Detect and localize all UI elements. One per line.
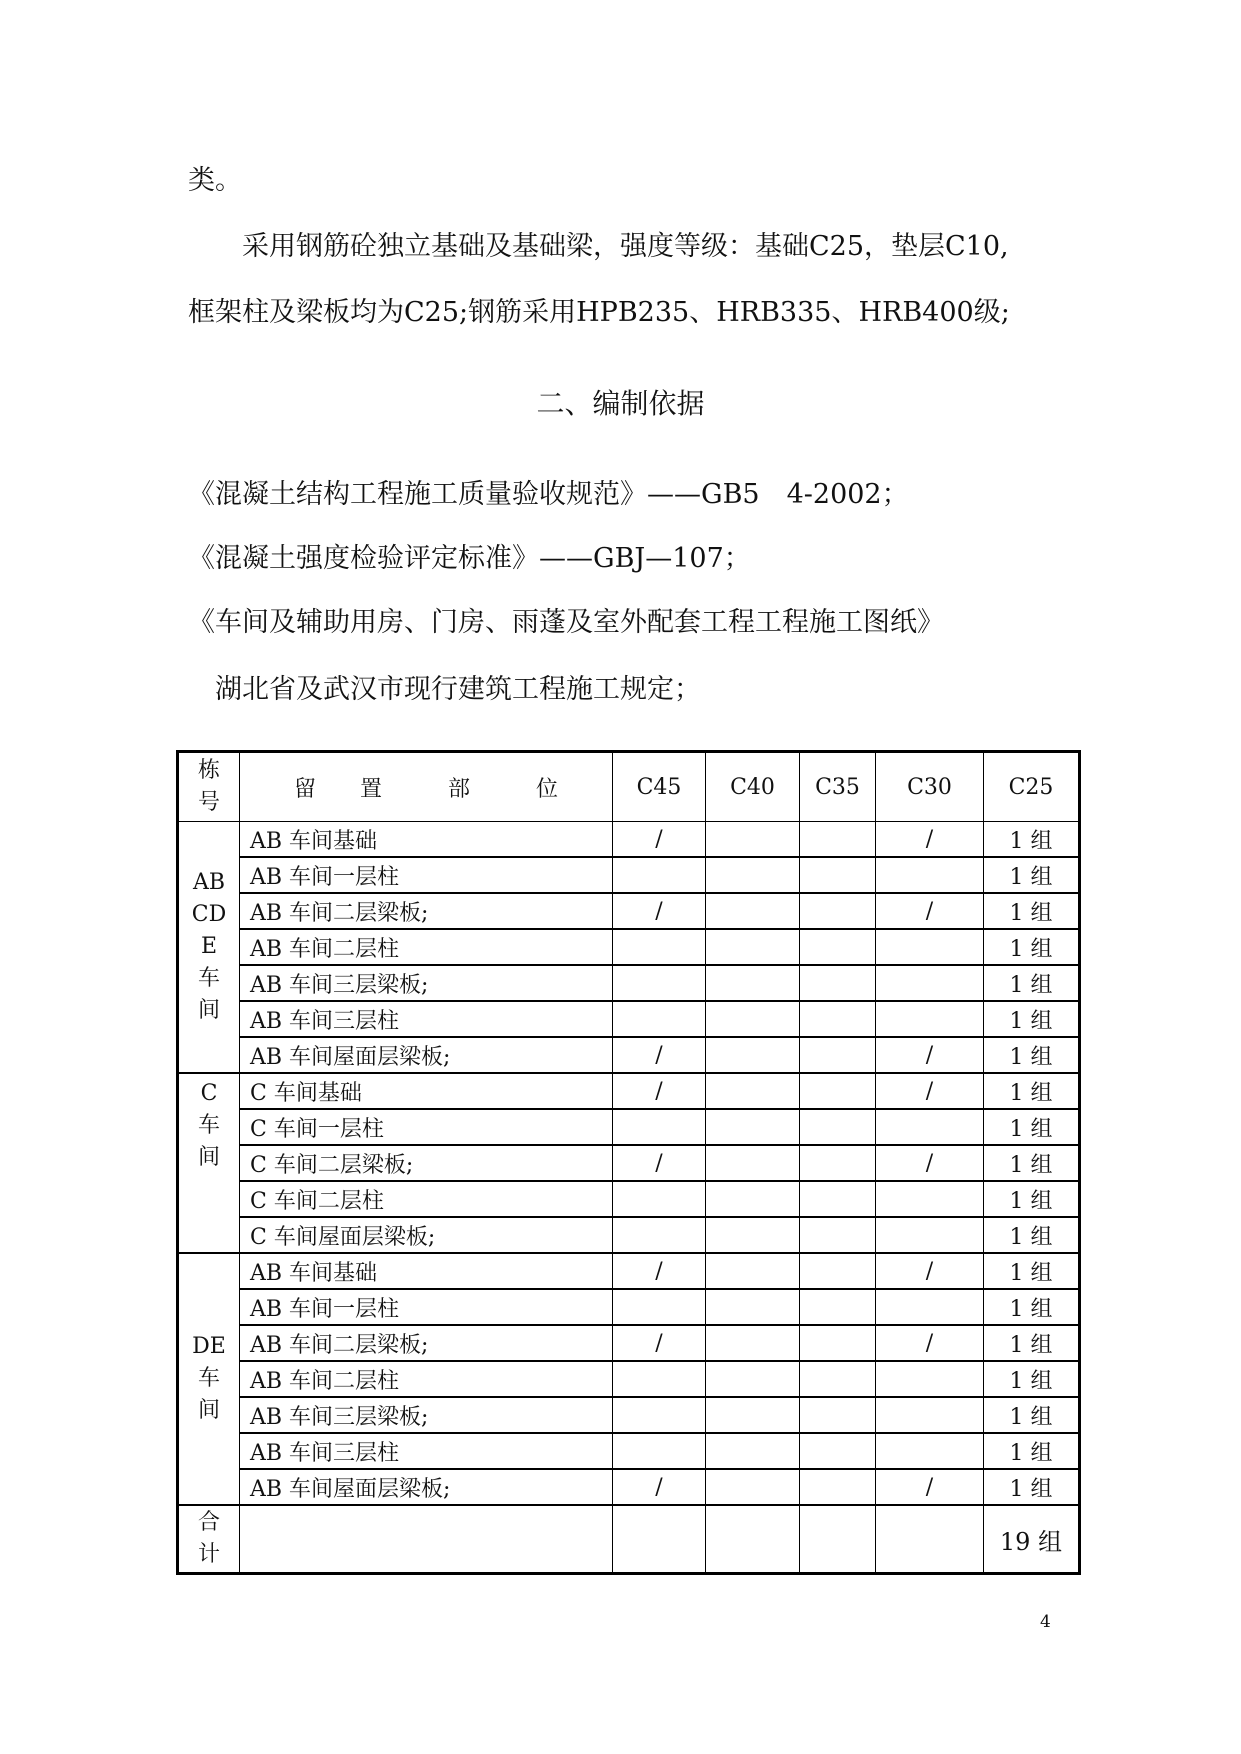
- c45-cell: /: [613, 893, 706, 929]
- header-location: 留 置 部 位: [240, 752, 613, 822]
- header-c25: C25: [984, 752, 1080, 822]
- table-row: [178, 929, 1080, 965]
- c35-cell: [800, 822, 876, 858]
- c30-cell: /: [876, 1469, 984, 1505]
- table-row: [178, 1325, 1080, 1361]
- c45-cell: [613, 965, 706, 1001]
- c45-cell: /: [613, 1325, 706, 1361]
- c35-cell: [800, 1145, 876, 1181]
- table-row: [178, 965, 1080, 1001]
- c25-cell: 1 组: [984, 1469, 1080, 1505]
- total-c25-cell: 19 组: [984, 1505, 1080, 1574]
- table-row: [178, 1289, 1080, 1325]
- c25-cell: 1 组: [984, 965, 1080, 1001]
- c30-cell: [876, 857, 984, 893]
- c25-cell: 1 组: [984, 1073, 1080, 1109]
- header-c40: C40: [706, 752, 800, 822]
- location-cell: AB 车间三层柱: [240, 1001, 613, 1037]
- location-cell: C 车间一层柱: [240, 1109, 613, 1145]
- c30-cell: /: [876, 822, 984, 858]
- c30-cell: [876, 1217, 984, 1253]
- location-cell: AB 车间基础: [240, 1253, 613, 1289]
- c45-cell: [613, 1289, 706, 1325]
- c25-cell: 1 组: [984, 1325, 1080, 1361]
- table-row: [178, 1361, 1080, 1397]
- c35-cell: [800, 1217, 876, 1253]
- c40-cell: [706, 1217, 800, 1253]
- c30-cell: /: [876, 1073, 984, 1109]
- c30-cell: /: [876, 1037, 984, 1073]
- section-heading: 二、编制依据: [536, 387, 705, 420]
- c40-cell: [706, 1397, 800, 1433]
- c35-cell: [800, 1361, 876, 1397]
- c25-cell: 1 组: [984, 1397, 1080, 1433]
- table-row: [178, 1181, 1080, 1217]
- paragraph-continuation: 类。: [188, 165, 242, 196]
- c30-cell: [876, 1001, 984, 1037]
- c35-cell: [800, 1469, 876, 1505]
- reference-item: 湖北省及武汉市现行建筑工程施工规定；: [215, 674, 701, 705]
- header-building: 栋 号: [178, 752, 240, 822]
- c30-cell: /: [876, 1325, 984, 1361]
- c45-cell: [613, 1217, 706, 1253]
- c40-cell: [706, 1325, 800, 1361]
- table-row: [178, 1145, 1080, 1181]
- c45-cell: [613, 1001, 706, 1037]
- c25-cell: 1 组: [984, 1037, 1080, 1073]
- c45-cell: /: [613, 1145, 706, 1181]
- c25-cell: 1 组: [984, 1145, 1080, 1181]
- c30-cell: /: [876, 1145, 984, 1181]
- total-c30-cell: [876, 1505, 984, 1574]
- c35-cell: [800, 1037, 876, 1073]
- table-row: [178, 893, 1080, 929]
- table-row: [178, 857, 1080, 893]
- location-cell: AB 车间二层梁板;: [240, 893, 613, 929]
- c30-cell: [876, 1289, 984, 1325]
- location-cell: AB 车间屋面层梁板;: [240, 1469, 613, 1505]
- c30-cell: [876, 1181, 984, 1217]
- c35-cell: [800, 1253, 876, 1289]
- c45-cell: [613, 1397, 706, 1433]
- concrete-sample-table: [176, 750, 1081, 1575]
- location-cell: AB 车间三层梁板;: [240, 1397, 613, 1433]
- c40-cell: [706, 1181, 800, 1217]
- c30-cell: [876, 929, 984, 965]
- c25-cell: 1 组: [984, 1253, 1080, 1289]
- location-cell: C 车间二层梁板;: [240, 1145, 613, 1181]
- c25-cell: 1 组: [984, 1001, 1080, 1037]
- c35-cell: [800, 1433, 876, 1469]
- header-c30: C30: [876, 752, 984, 822]
- c40-cell: [706, 1109, 800, 1145]
- c25-cell: 1 组: [984, 1217, 1080, 1253]
- c45-cell: /: [613, 1253, 706, 1289]
- table-row: [178, 1253, 1080, 1289]
- location-cell: AB 车间三层柱: [240, 1433, 613, 1469]
- building-cell: AB CD E 车 间: [178, 822, 240, 1074]
- table-row: [178, 822, 1080, 858]
- total-label: 合 计: [178, 1505, 240, 1574]
- c45-cell: [613, 929, 706, 965]
- c45-cell: /: [613, 1469, 706, 1505]
- c30-cell: [876, 965, 984, 1001]
- c25-cell: 1 组: [984, 1289, 1080, 1325]
- location-cell: AB 车间一层柱: [240, 1289, 613, 1325]
- location-cell: AB 车间三层梁板;: [240, 965, 613, 1001]
- c40-cell: [706, 1469, 800, 1505]
- c40-cell: [706, 965, 800, 1001]
- location-cell: AB 车间二层梁板;: [240, 1325, 613, 1361]
- c40-cell: [706, 1145, 800, 1181]
- c40-cell: [706, 1361, 800, 1397]
- building-cell: C 车 间: [178, 1073, 240, 1253]
- c40-cell: [706, 1037, 800, 1073]
- c30-cell: [876, 1109, 984, 1145]
- table-row: [178, 1073, 1080, 1109]
- c30-cell: /: [876, 1253, 984, 1289]
- structure-description-line-1: 采用钢筋砼独立基础及基础梁，强度等级：基础C25，垫层C10,: [242, 231, 1009, 262]
- reference-item: 《混凝土强度检验评定标准》——GBJ—107；: [188, 543, 751, 574]
- c30-cell: /: [876, 893, 984, 929]
- c40-cell: [706, 929, 800, 965]
- building-cell: DE 车 间: [178, 1253, 240, 1505]
- location-cell: AB 车间二层柱: [240, 1361, 613, 1397]
- header-c45: C45: [613, 752, 706, 822]
- c25-cell: 1 组: [984, 893, 1080, 929]
- table-header-row: [178, 752, 1080, 822]
- c45-cell: [613, 1361, 706, 1397]
- c40-cell: [706, 1001, 800, 1037]
- c35-cell: [800, 1073, 876, 1109]
- c40-cell: [706, 893, 800, 929]
- table-total-row: [178, 1505, 1080, 1574]
- c35-cell: [800, 1397, 876, 1433]
- c35-cell: [800, 1325, 876, 1361]
- c45-cell: /: [613, 1037, 706, 1073]
- c40-cell: [706, 1289, 800, 1325]
- location-cell: C 车间基础: [240, 1073, 613, 1109]
- c45-cell: /: [613, 822, 706, 858]
- c35-cell: [800, 857, 876, 893]
- c40-cell: [706, 1433, 800, 1469]
- c45-cell: [613, 857, 706, 893]
- location-cell: C 车间二层柱: [240, 1181, 613, 1217]
- c40-cell: [706, 1073, 800, 1109]
- location-cell: AB 车间一层柱: [240, 857, 613, 893]
- c35-cell: [800, 965, 876, 1001]
- c35-cell: [800, 929, 876, 965]
- location-cell: AB 车间屋面层梁板;: [240, 1037, 613, 1073]
- c30-cell: [876, 1361, 984, 1397]
- c45-cell: [613, 1109, 706, 1145]
- c40-cell: [706, 822, 800, 858]
- c40-cell: [706, 857, 800, 893]
- table-row: [178, 1433, 1080, 1469]
- c35-cell: [800, 1181, 876, 1217]
- table-row: [178, 1037, 1080, 1073]
- total-c35-cell: [800, 1505, 876, 1574]
- location-cell: AB 车间二层柱: [240, 929, 613, 965]
- c25-cell: 1 组: [984, 929, 1080, 965]
- reference-item: 《混凝土结构工程施工质量验收规范》——GB5 4-2002；: [188, 479, 909, 510]
- c35-cell: [800, 1001, 876, 1037]
- c25-cell: 1 组: [984, 1361, 1080, 1397]
- c45-cell: /: [613, 1073, 706, 1109]
- c25-cell: 1 组: [984, 822, 1080, 858]
- reference-item: 《车间及辅助用房、门房、雨蓬及室外配套工程工程施工图纸》: [188, 607, 944, 638]
- location-cell: AB 车间基础: [240, 822, 613, 858]
- c30-cell: [876, 1397, 984, 1433]
- structure-description-line-2: 框架柱及梁板均为C25;钢筋采用HPB235、HRB335、HRB400级;: [188, 297, 1010, 328]
- table-row: [178, 1217, 1080, 1253]
- total-c45-cell: [613, 1505, 706, 1574]
- page-number: 4: [1040, 1612, 1051, 1632]
- c25-cell: 1 组: [984, 1109, 1080, 1145]
- c35-cell: [800, 1289, 876, 1325]
- c25-cell: 1 组: [984, 1181, 1080, 1217]
- c30-cell: [876, 1433, 984, 1469]
- c35-cell: [800, 1109, 876, 1145]
- header-c35: C35: [800, 752, 876, 822]
- c40-cell: [706, 1253, 800, 1289]
- table-row: [178, 1397, 1080, 1433]
- c45-cell: [613, 1433, 706, 1469]
- table-row: [178, 1001, 1080, 1037]
- c25-cell: 1 组: [984, 857, 1080, 893]
- table-row: [178, 1469, 1080, 1505]
- c25-cell: 1 组: [984, 1433, 1080, 1469]
- total-c40-cell: [706, 1505, 800, 1574]
- c45-cell: [613, 1181, 706, 1217]
- total-location-cell: [240, 1505, 613, 1574]
- location-cell: C 车间屋面层梁板;: [240, 1217, 613, 1253]
- c35-cell: [800, 893, 876, 929]
- table-row: [178, 1109, 1080, 1145]
